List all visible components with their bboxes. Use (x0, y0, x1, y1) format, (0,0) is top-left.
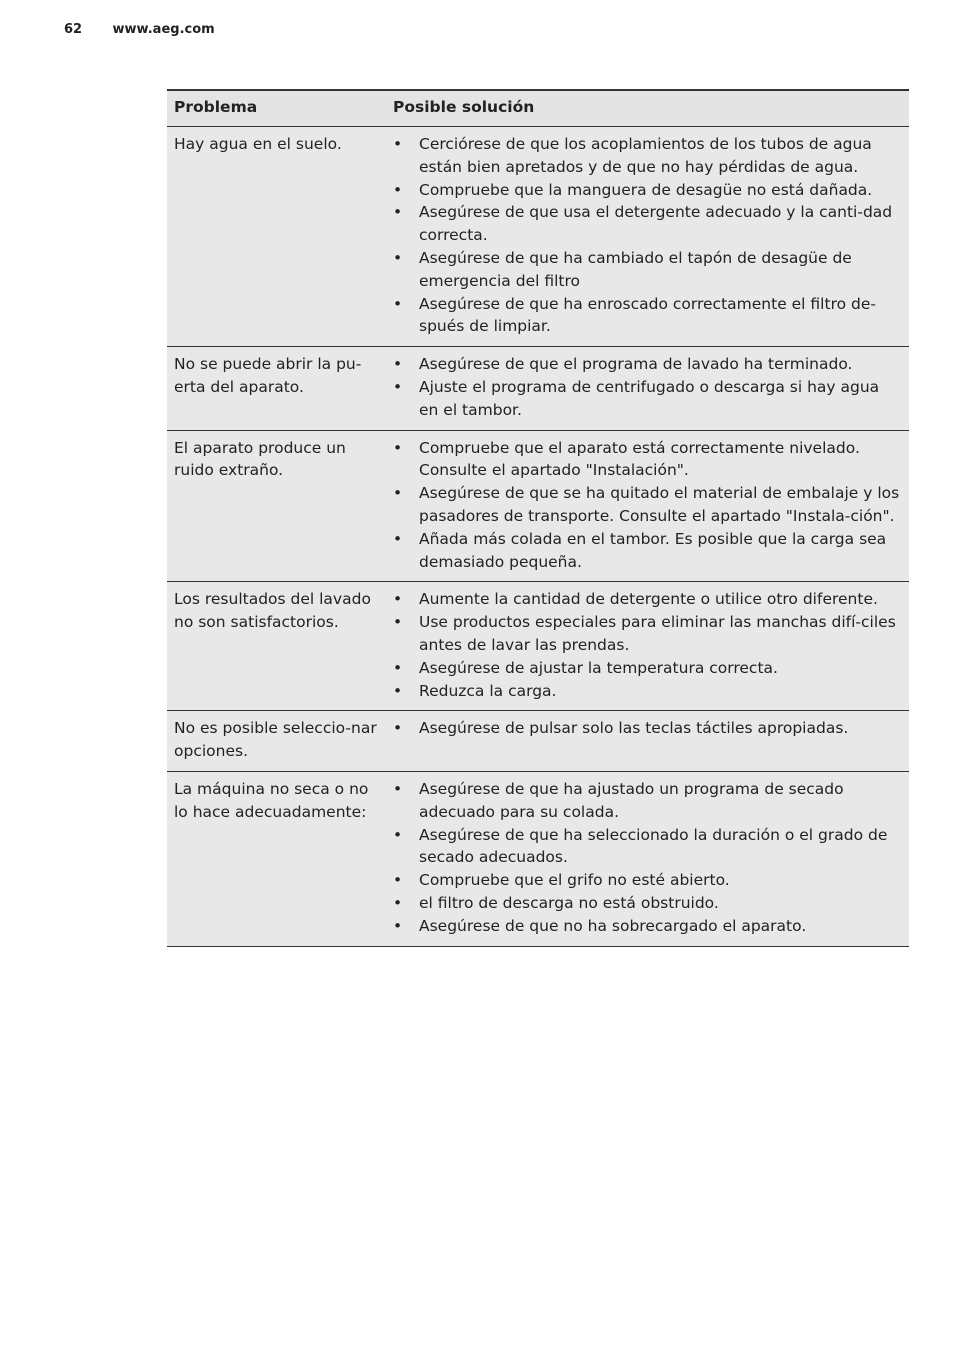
bullet-icon: • (393, 893, 403, 912)
solution-item (393, 201, 902, 247)
solution-text: Añada más colada en el tambor. Es posible que la carga sea demasiado pequeña. (419, 529, 887, 571)
bullet-icon: • (393, 355, 403, 374)
solution-text: Asegúrese de que no ha sobrecargado el aparato. (419, 916, 807, 935)
solution-column-header: Posible solución (386, 90, 909, 127)
table-row (167, 430, 909, 582)
table-body (167, 127, 909, 947)
bullet-icon: • (393, 135, 403, 153)
solution-text: Asegúrese de que el programa de lavado ha terminado. (419, 355, 853, 374)
solution-item (393, 892, 902, 915)
site-url: www.aeg.com (112, 22, 215, 37)
solution-item (393, 247, 902, 293)
table-row (167, 347, 909, 430)
solution-list (393, 133, 902, 338)
table-row (167, 711, 909, 772)
solution-item (393, 657, 902, 680)
bullet-icon: • (393, 779, 403, 798)
solution-list (393, 588, 902, 702)
bullet-icon: • (393, 180, 403, 199)
bullet-icon: • (393, 681, 403, 700)
solution-item (393, 293, 902, 339)
bullet-icon: • (393, 871, 403, 890)
solution-item (393, 778, 902, 824)
table-row (167, 582, 909, 711)
solution-cell (386, 430, 909, 582)
page-number: 62 (64, 22, 83, 37)
solution-text: el filtro de descarga no está obstruido. (419, 893, 719, 912)
troubleshooting-table (167, 89, 909, 947)
solution-item (393, 915, 902, 938)
solution-text: Asegúrese de que ha enroscado correctamente el filtro de-spués de limpiar. (419, 294, 876, 336)
solution-cell (386, 582, 909, 711)
solution-item (393, 588, 902, 611)
solution-text: Asegúrese de que ha cambiado el tapón de desagüe de emergencia del filtro (419, 248, 852, 290)
solution-list (393, 353, 902, 421)
page-header (64, 22, 215, 37)
table-row (167, 127, 909, 347)
bullet-icon: • (393, 529, 403, 548)
solution-item (393, 717, 902, 740)
solution-list (393, 437, 902, 574)
solution-item (393, 353, 902, 376)
solution-item (393, 482, 902, 528)
problem-column-header: Problema (167, 90, 386, 127)
solution-text: Compruebe que el grifo no esté abierto. (419, 871, 730, 890)
bullet-icon: • (393, 658, 403, 677)
problem-cell: La máquina no seca o no lo hace adecuadamente: (167, 771, 386, 946)
bullet-icon: • (393, 719, 403, 738)
solution-list (393, 778, 902, 938)
problem-cell: Los resultados del lavado no son satisfactorios. (167, 582, 386, 711)
solution-text: Cerciórese de que los acoplamientos de los tubos de agua están bien apretados y de que no hay pérdidas de agua. (419, 135, 872, 176)
problem-cell: Hay agua en el suelo. (167, 127, 386, 347)
solution-item (393, 611, 902, 657)
solution-cell (386, 347, 909, 430)
bullet-icon: • (393, 613, 403, 632)
solution-item (393, 528, 902, 574)
solution-text: Asegúrese de que ha seleccionado la duración o el grado de secado adecuados. (419, 825, 888, 867)
solution-cell (386, 771, 909, 946)
solution-cell (386, 711, 909, 772)
bullet-icon: • (393, 590, 403, 609)
solution-text: Asegúrese de que usa el detergente adecuado y la canti-dad correcta. (419, 203, 893, 245)
table-header-row (167, 90, 909, 127)
problem-cell: No es posible seleccio-nar opciones. (167, 711, 386, 772)
solution-text: Compruebe que la manguera de desagüe no está dañada. (419, 180, 873, 199)
solution-text: Asegúrese de ajustar la temperatura correcta. (419, 658, 778, 677)
solution-text: Compruebe que el aparato está correctamente nivelado. Consulte el apartado "Instalación". (419, 438, 860, 480)
bullet-icon: • (393, 825, 403, 844)
solution-text: Ajuste el programa de centrifugado o descarga si hay agua en el tambor. (419, 377, 880, 419)
table-row (167, 771, 909, 946)
solution-text: Use productos especiales para eliminar las manchas difí-ciles antes de lavar las prendas. (419, 613, 896, 654)
bullet-icon: • (393, 916, 403, 935)
solution-text: Asegúrese de que se ha quitado el material de embalaje y los pasadores de transporte. Consulte el apartado "Instala-ción". (419, 484, 900, 525)
bullet-icon: • (393, 248, 403, 267)
problem-cell: No se puede abrir la pu-erta del aparato. (167, 347, 386, 430)
bullet-icon: • (393, 377, 403, 396)
solution-item (393, 437, 902, 483)
solution-item (393, 179, 902, 202)
solution-item (393, 133, 902, 179)
bullet-icon: • (393, 294, 403, 313)
problem-cell: El aparato produce un ruido extraño. (167, 430, 386, 582)
solution-cell (386, 127, 909, 347)
bullet-icon: • (393, 203, 403, 222)
solution-item (393, 680, 902, 703)
bullet-icon: • (393, 438, 403, 457)
solution-item (393, 824, 902, 870)
solution-item (393, 869, 902, 892)
solution-item (393, 376, 902, 422)
solution-text: Asegúrese de pulsar solo las teclas táctiles apropiadas. (419, 719, 849, 738)
solution-list (393, 717, 902, 740)
solution-text: Reduzca la carga. (419, 681, 557, 700)
solution-text: Asegúrese de que ha ajustado un programa de secado adecuado para su colada. (419, 779, 844, 821)
solution-text: Aumente la cantidad de detergente o utilice otro diferente. (419, 590, 878, 609)
bullet-icon: • (393, 484, 403, 503)
